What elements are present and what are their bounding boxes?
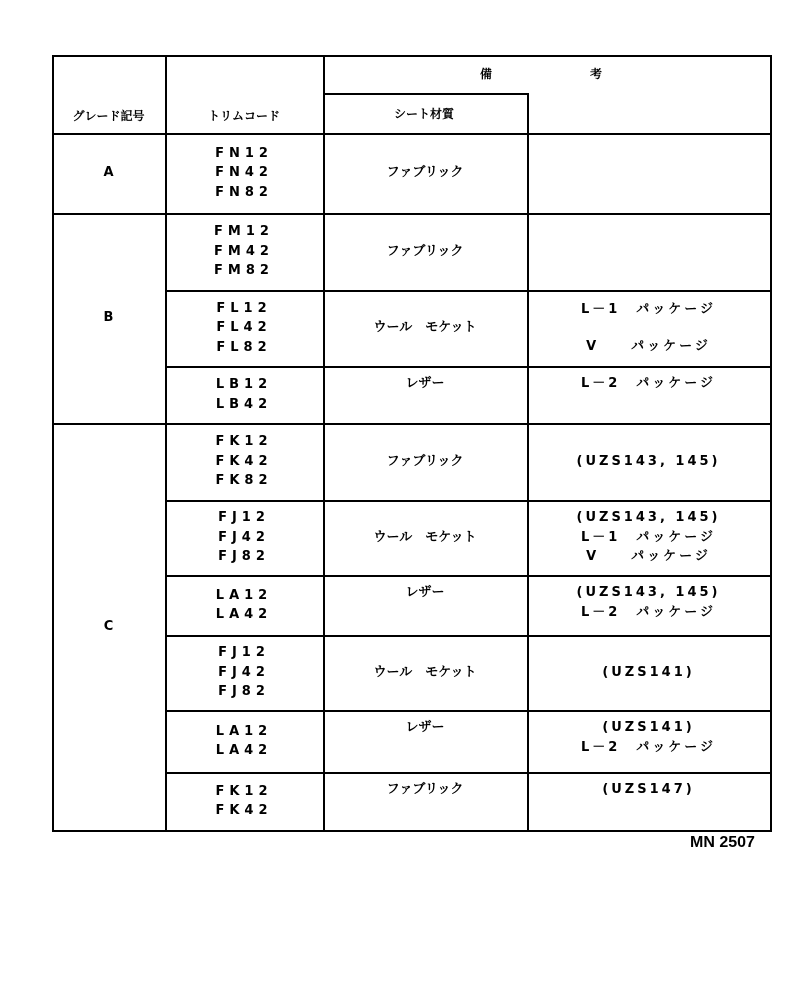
remark: (UZS143, 145) bbox=[576, 585, 721, 600]
header-remarks-2: 考 bbox=[590, 67, 603, 81]
remark: (UZS147) bbox=[602, 782, 695, 797]
table-bottom-border bbox=[52, 830, 772, 832]
grade-cell bbox=[52, 133, 165, 213]
header-remarks-1: 備 bbox=[480, 67, 493, 81]
trim-codes-cell bbox=[165, 366, 323, 423]
seat-material-cell bbox=[323, 133, 527, 213]
trim-code: LB42 bbox=[215, 396, 273, 412]
trim-code: FN82 bbox=[215, 184, 273, 200]
remarks-cell bbox=[527, 635, 770, 710]
trim-codes-cell bbox=[165, 575, 323, 635]
seat-material-cell bbox=[323, 575, 527, 635]
trim-codes-cell bbox=[165, 710, 323, 772]
table-top-border bbox=[52, 55, 772, 57]
trim-codes-cell bbox=[165, 133, 323, 213]
seat-material-cell bbox=[323, 213, 527, 290]
seat-material: レザー bbox=[405, 720, 445, 735]
seat-material: ウール モケット bbox=[373, 320, 477, 336]
remarks-cell bbox=[527, 290, 770, 366]
seat-material-cell bbox=[323, 635, 527, 710]
trim-code: LA42 bbox=[215, 607, 273, 622]
grade-cell bbox=[52, 423, 165, 830]
remark: V パッケージ bbox=[586, 339, 711, 354]
trim-code: FK12 bbox=[215, 434, 273, 450]
remarks-cell bbox=[527, 366, 770, 423]
seat-material: レザー bbox=[405, 585, 445, 600]
trim-code: FN12 bbox=[215, 145, 273, 161]
trim-codes-cell bbox=[165, 290, 323, 366]
trim-codes-cell bbox=[165, 635, 323, 710]
remarks-cell bbox=[527, 213, 770, 290]
trim-code: FJ82 bbox=[218, 549, 270, 565]
seat-material: ウール モケット bbox=[373, 664, 477, 680]
seat-material: ファブリック bbox=[386, 782, 464, 797]
grade-cell bbox=[52, 213, 165, 423]
remark: L－1 パッケージ bbox=[580, 301, 717, 317]
trim-code: FK12 bbox=[215, 783, 273, 799]
trim-code: FJ12 bbox=[218, 510, 270, 526]
trim-codes-cell bbox=[165, 500, 323, 575]
trim-codes-cell bbox=[165, 213, 323, 290]
grade-code: A bbox=[103, 165, 114, 181]
trim-code: LA42 bbox=[215, 743, 273, 758]
trim-code: FJ42 bbox=[218, 529, 270, 545]
trim-code: FK42 bbox=[215, 453, 273, 469]
seat-material-cell bbox=[323, 710, 527, 772]
seat-material: レザー bbox=[405, 376, 445, 391]
trim-code: FM42 bbox=[214, 243, 274, 259]
seat-material: ファブリック bbox=[386, 243, 464, 259]
trim-code: FN42 bbox=[215, 165, 273, 181]
figure-id: MN 2507 bbox=[690, 834, 755, 851]
remark: (UZS141) bbox=[602, 720, 695, 735]
remarks-cell bbox=[527, 575, 770, 635]
seat-material-cell bbox=[323, 500, 527, 575]
remark: (UZS141) bbox=[602, 664, 695, 680]
seat-material-cell bbox=[323, 290, 527, 366]
trim-code: FL42 bbox=[216, 320, 272, 336]
trim-code: FJ12 bbox=[218, 645, 270, 661]
trim-code: FJ82 bbox=[218, 684, 270, 700]
remark: L－2 パッケージ bbox=[580, 376, 717, 391]
header-grade: グレード記号 bbox=[72, 109, 145, 123]
remarks-cell bbox=[527, 772, 770, 830]
header-seat-material: シート材質 bbox=[393, 107, 454, 121]
remarks-cell bbox=[527, 500, 770, 575]
seat-material: ウール モケット bbox=[373, 529, 477, 545]
trim-code: FM12 bbox=[214, 224, 274, 240]
trim-codes-cell bbox=[165, 772, 323, 830]
seat-material-cell bbox=[323, 772, 527, 830]
trim-code: FK42 bbox=[215, 803, 273, 818]
seat-material: ファブリック bbox=[386, 453, 464, 469]
remark: L－2 パッケージ bbox=[580, 739, 717, 755]
remark: (UZS143, 145) bbox=[576, 510, 721, 526]
grade-code: C bbox=[103, 618, 114, 634]
remark: (UZS143, 145) bbox=[576, 453, 721, 469]
trim-code: LA12 bbox=[215, 587, 273, 603]
trim-code: FJ42 bbox=[218, 664, 270, 680]
seat-material-cell bbox=[323, 366, 527, 423]
trim-codes-cell bbox=[165, 423, 323, 500]
remarks-cell bbox=[527, 710, 770, 772]
remark: L－1 パッケージ bbox=[580, 529, 717, 545]
trim-code: FK82 bbox=[215, 473, 273, 489]
remark: L－2 パッケージ bbox=[580, 604, 717, 620]
grade-code: B bbox=[103, 310, 114, 326]
trim-code: LB12 bbox=[215, 377, 273, 392]
header-split-rule bbox=[323, 93, 527, 95]
remark: V パッケージ bbox=[586, 549, 711, 565]
trim-code: LA12 bbox=[215, 723, 273, 739]
header-trim-code: トリムコード bbox=[207, 109, 280, 123]
trim-code: FL12 bbox=[216, 300, 272, 316]
seat-material-cell bbox=[323, 423, 527, 500]
trim-code: FL82 bbox=[216, 339, 272, 355]
remarks-cell bbox=[527, 423, 770, 500]
remarks-cell bbox=[527, 133, 770, 213]
table-right-border bbox=[770, 55, 772, 832]
trim-code: FM82 bbox=[214, 263, 274, 279]
seat-material: ファブリック bbox=[386, 165, 464, 181]
